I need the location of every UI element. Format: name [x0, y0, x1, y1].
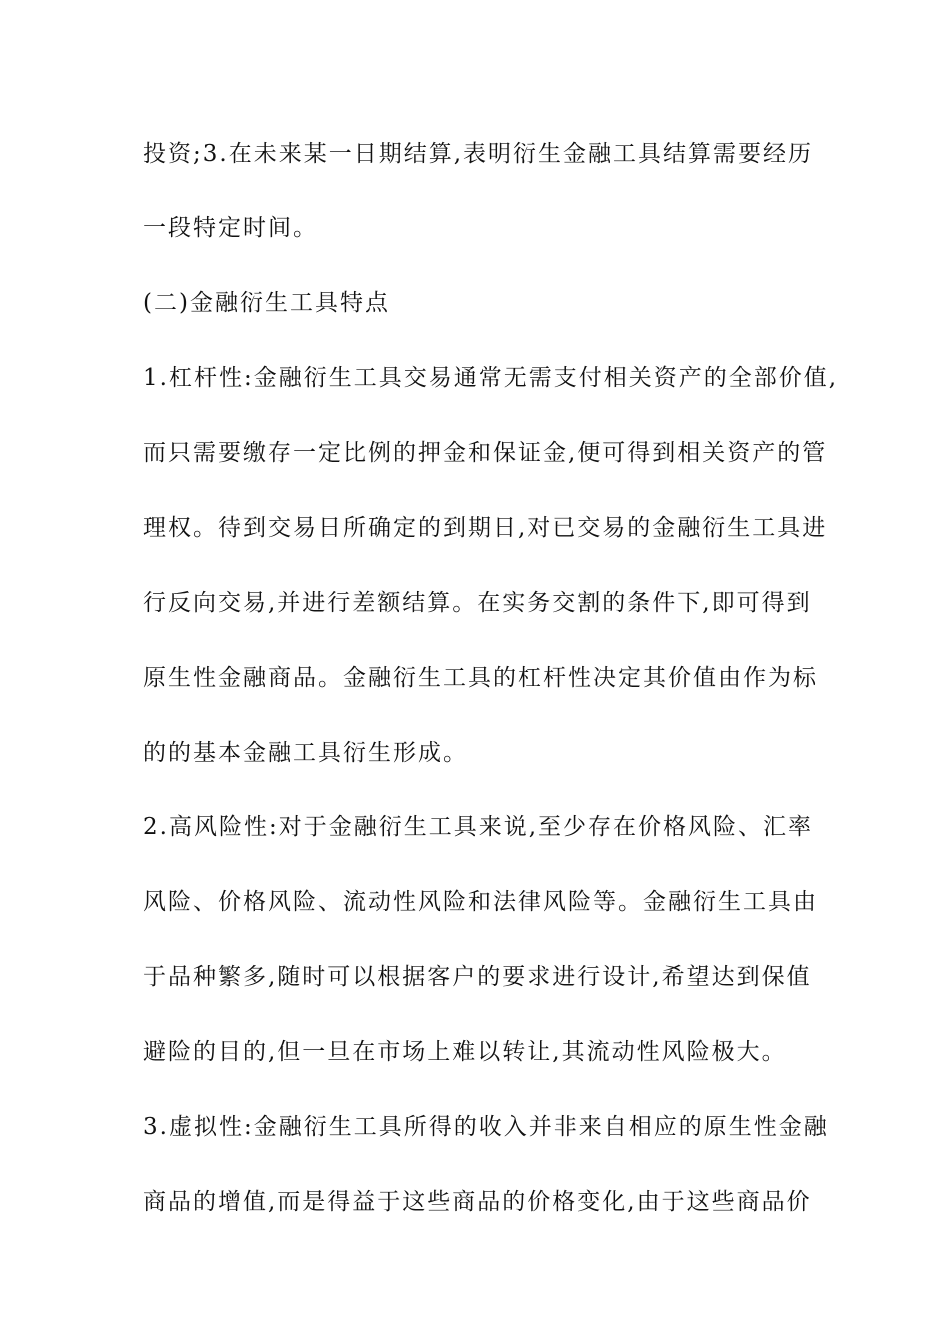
text-line: 一段特定时间。 — [143, 215, 318, 241]
text-line: 理权。待到交易日所确定的到期日,对已交易的金融衍生工具进 — [143, 515, 828, 541]
text-line: 1.杠杆性:金融衍生工具交易通常无需支付相关资产的全部价值, — [143, 365, 839, 391]
text-line: 行反向交易,并进行差额结算。在实务交割的条件下,即可得到 — [143, 590, 812, 616]
text-line: 原生性金融商品。金融衍生工具的杠杆性决定其价值由作为标 — [143, 665, 818, 691]
text-line: 避险的目的,但一旦在市场上难以转让,其流动性风险极大。 — [143, 1039, 787, 1065]
text-line: 2.高风险性:对于金融衍生工具来说,至少存在价格风险、汇率 — [143, 814, 814, 840]
text-line: 的的基本金融工具衍生形成。 — [143, 740, 468, 766]
text-line: 3.虚拟性:金融衍生工具所得的收入并非来自相应的原生性金融 — [143, 1114, 829, 1140]
text-line: 风险、价格风险、流动性风险和法律风险等。金融衍生工具由 — [143, 889, 818, 915]
section-heading: (二)金融衍生工具特点 — [143, 290, 390, 316]
text-line: 投资;3.在未来某一日期结算,表明衍生金融工具结算需要经历 — [143, 141, 814, 167]
text-line: 而只需要缴存一定比例的押金和保证金,便可得到相关资产的管 — [143, 440, 828, 466]
text-line: 商品的增值,而是得益于这些商品的价格变化,由于这些商品价 — [143, 1189, 812, 1215]
text-line: 于品种繁多,随时可以根据客户的要求进行设计,希望达到保值 — [143, 964, 812, 990]
